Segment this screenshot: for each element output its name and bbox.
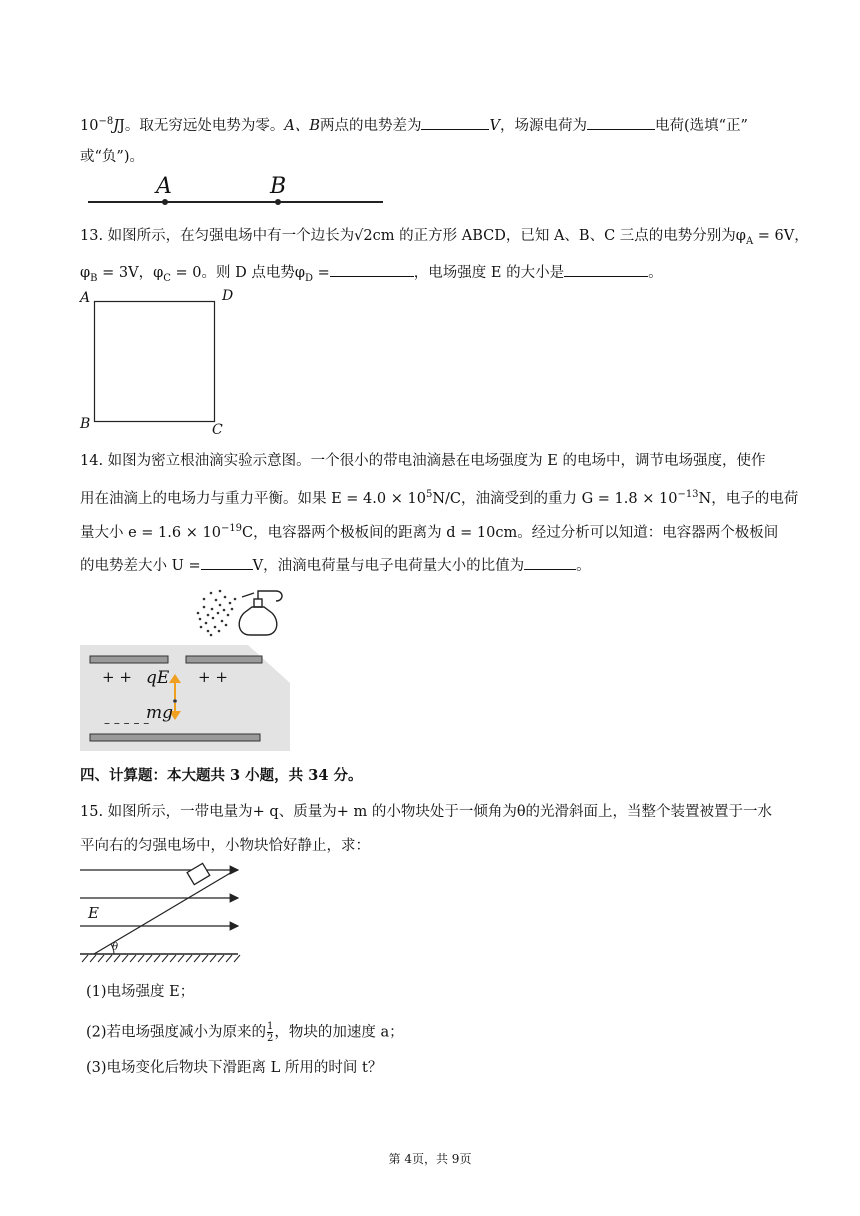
point-a-label: A [156,174,172,199]
point-b-label: B [270,174,287,199]
top-plate-right [186,656,262,663]
square-abcd-diagram [94,301,216,423]
q14-line-1: 14. 如图为密立根油滴实验示意图。一个很小的带电油滴悬在电场强度为 E 的电场中，调节电场强度，使作 [80,453,766,469]
corner-d-label: D [222,288,234,304]
q15-line-1: 15. 如图所示，一带电量为+ q、质量为+ m 的小物块处于一倾角为θ的光滑斜面上，当整个装置被置于一水 [80,804,773,820]
atomizer-icon [239,591,282,635]
ground-hatching [82,955,240,962]
answer-blank[interactable] [524,553,576,570]
q15-sub-2: (2)若电场强度减小为原来的 $\frac{1}{2}$ ，物块的加速度 a； [86,1021,404,1044]
plus-signs-right: + + [198,668,228,686]
answer-blank[interactable] [421,113,489,130]
incline-field-diagram [80,866,244,966]
corner-b-label: B [80,416,91,432]
field-e-label: E [88,904,99,922]
page-footer: 第 4页，共 9页 [388,1152,472,1166]
answer-blank[interactable] [330,260,414,277]
q13-line-1: 13. 如图所示，在匀强电场中有一个边长为√2cm 的正方形 ABCD，已知 A、B、C 三点的电势分别为$\varphi_A = 6V$， [80,228,809,247]
corner-c-label: C [212,422,223,438]
q12-line-1: $10^{-8}JJ$。取无穷远处电势为零。A、B两点的电势差为 V，场源电荷为 电荷(选填“正” [80,112,748,136]
minus-signs: – – – – – [104,716,150,730]
theta-label: θ [112,942,119,953]
answer-blank[interactable] [201,553,253,570]
q14-line-4: 的电势差大小 U = V，油滴电荷量与电子电荷量大小的比值为 。 [80,553,591,576]
q15-line-2: 平向右的匀强电场中，小物块恰好静止，求： [80,838,370,854]
q15-sub-1: (1)电场强度 E； [86,984,195,1000]
plus-signs-left: + + [102,668,132,686]
block [187,863,210,884]
q14-line-2: 用在油滴上的电场力与重力平衡。如果 $E = 4.0 \times 10^5N/C$，油滴受到的重力 $G = 1.8 \times 10^{-13}N$，电子的电荷 [80,489,799,507]
answer-blank[interactable] [587,113,655,130]
mg-label: mg [146,703,174,723]
bottom-plate [90,734,260,741]
section-heading: 四、计算题：本大题共 3 小题，共 34 分。 [80,767,363,784]
q13-line-2: $\varphi_B = 3V$，$\varphi_C = 0$。则 D 点电势$\varphi_D$ = ，电场强度 E 的大小是 。 [80,260,663,289]
q14-line-3: 量大小 $e = 1.6 \times 10^{-19}C$，电容器两个极板间的距离为 d = 10cm。经过分析可以知道：电容器两个极板间 [80,523,779,541]
corner-a-label: A [80,290,91,306]
q15-sub-3: (3)电场变化后物块下滑距离 L 所用的时间 t？ [86,1060,383,1076]
qe-label: qE [146,668,170,688]
fraction-half: $\frac{1}{2}$ [267,1021,274,1044]
answer-blank[interactable] [564,260,648,277]
q12-line-diagram [88,176,388,212]
q12-line-2: 或“负”)。 [80,149,144,165]
spray-droplets [197,590,237,637]
top-plate-left [90,656,168,663]
